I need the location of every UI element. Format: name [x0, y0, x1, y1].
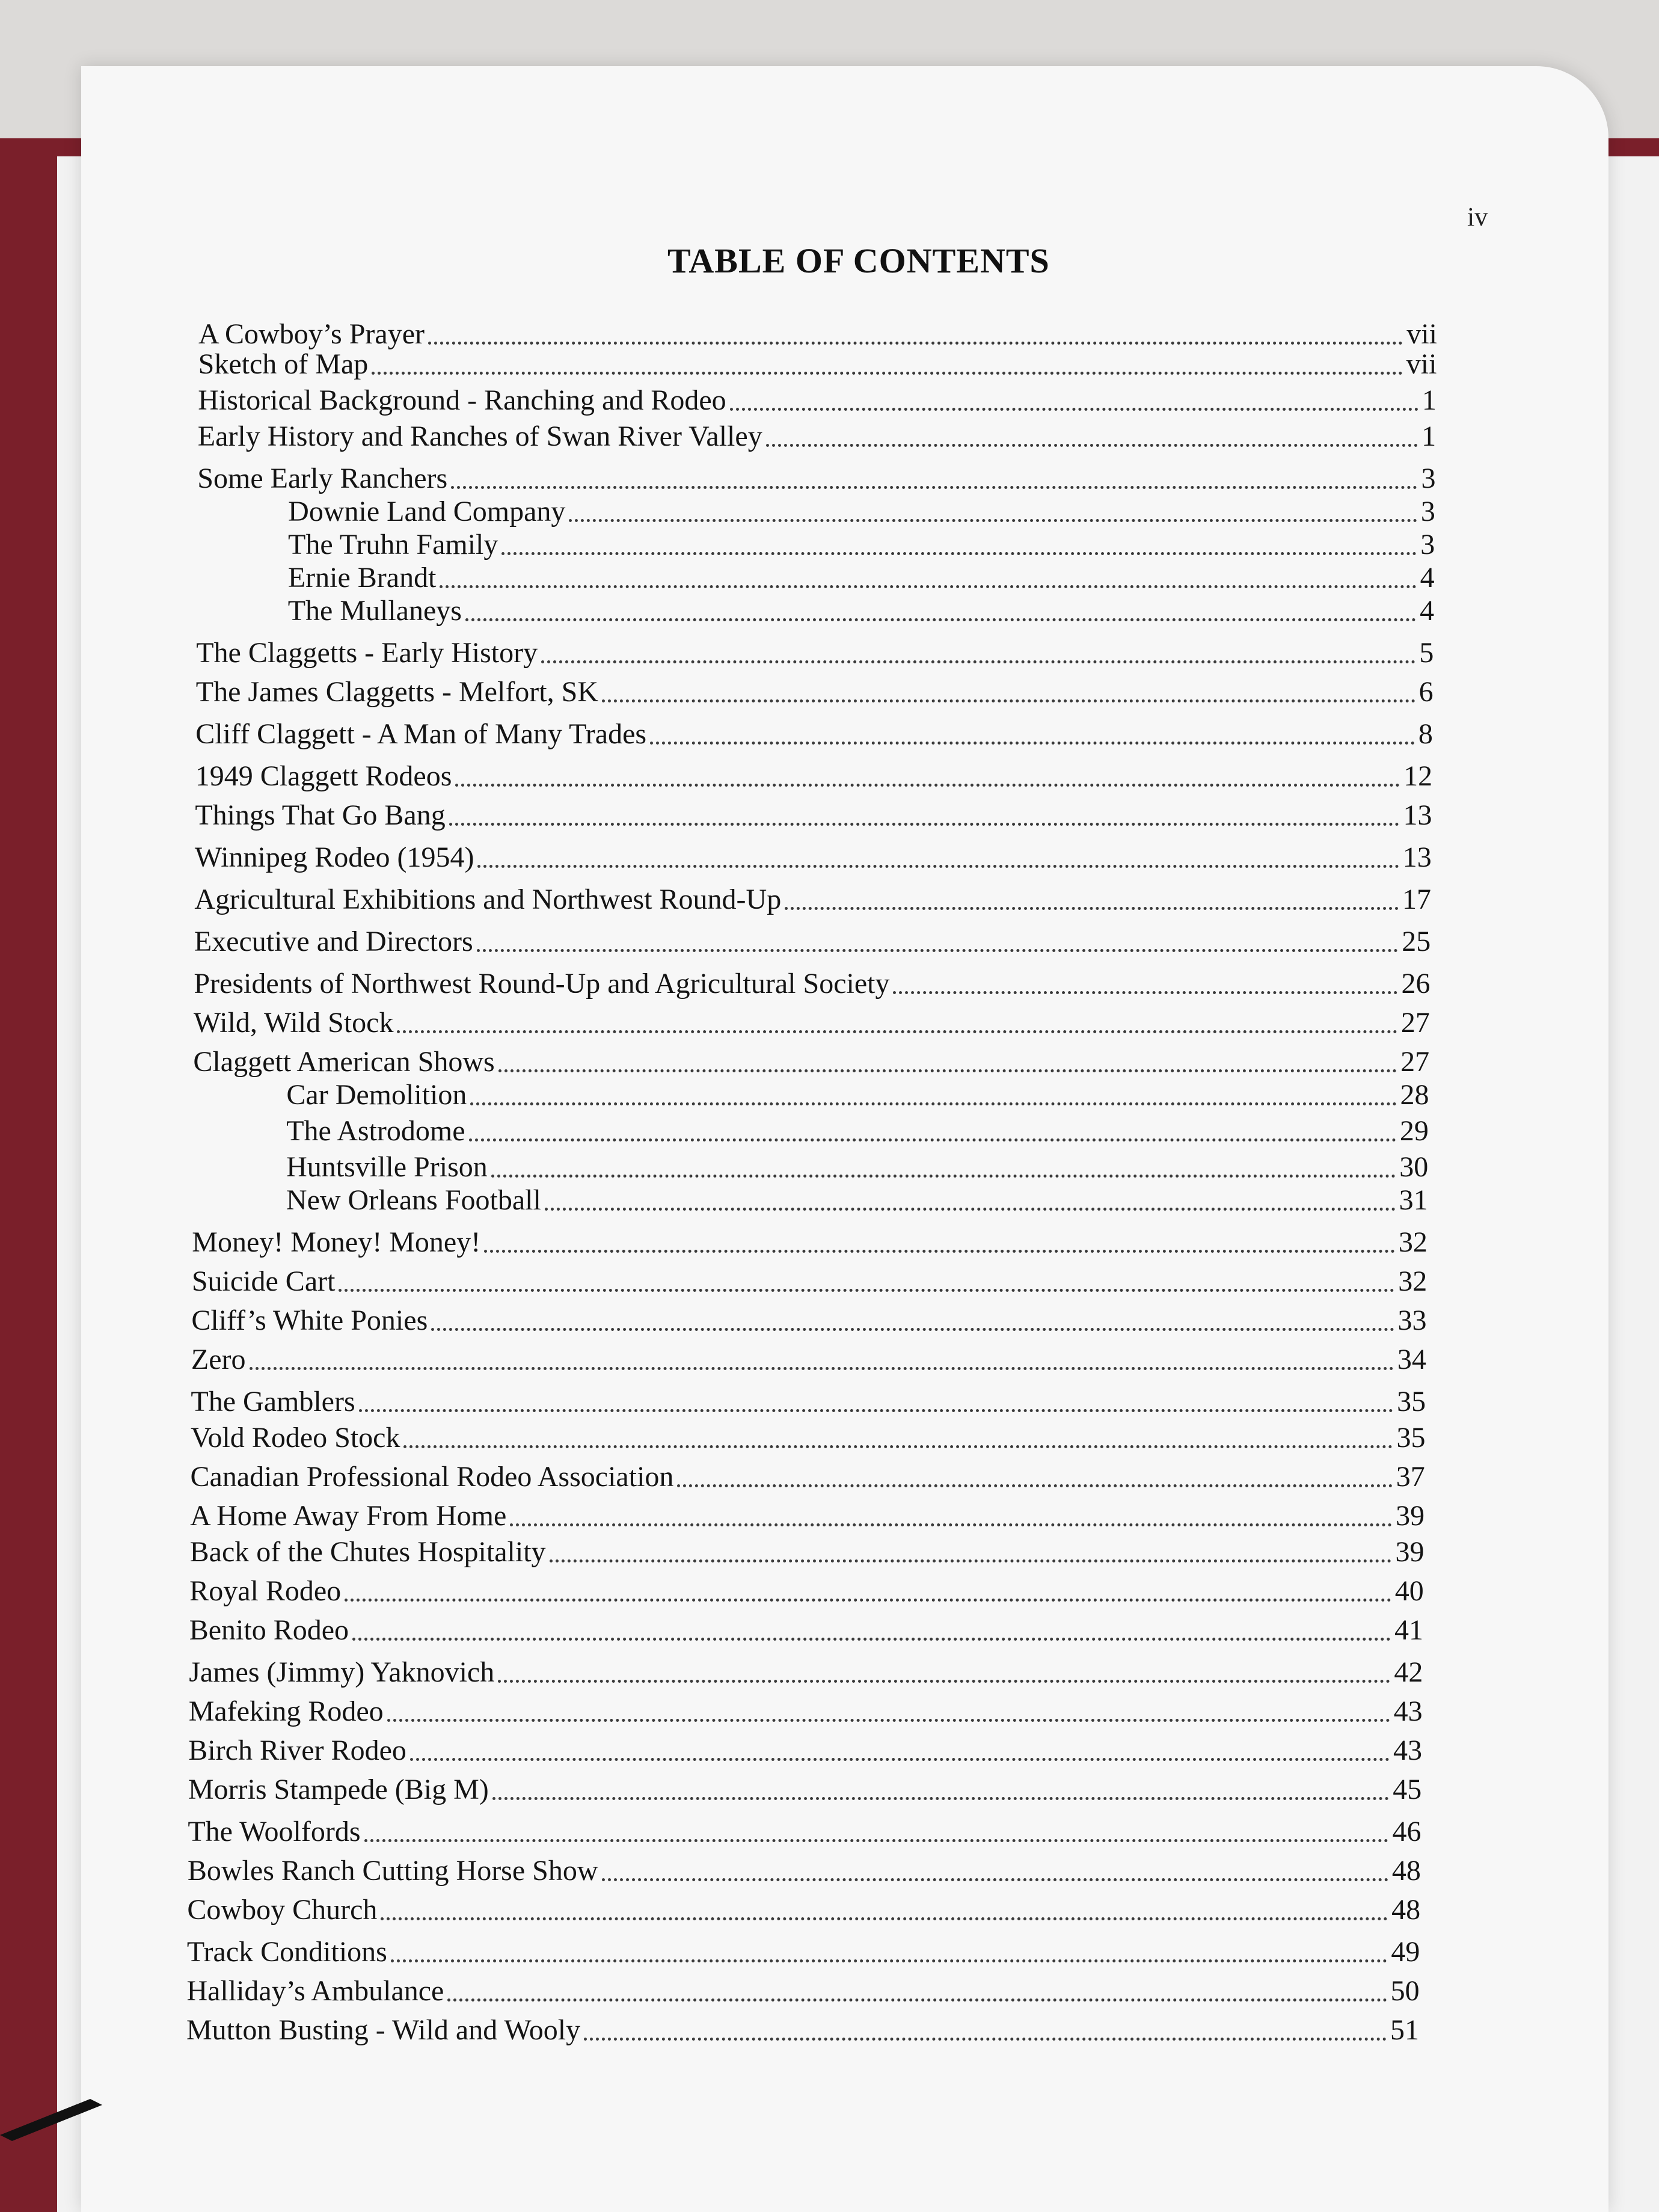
- toc-entry-title: Zero: [191, 1344, 246, 1375]
- toc-entry: [195, 794, 1432, 830]
- toc-entry: [189, 1690, 1423, 1726]
- dot-leader: [397, 1030, 1397, 1033]
- toc-entry-page: 3: [1420, 496, 1435, 527]
- toc-entry-page: 1: [1421, 384, 1437, 416]
- toc-entry-title: Suicide Cart: [191, 1265, 336, 1297]
- dot-leader: [498, 1680, 1390, 1683]
- dot-leader: [484, 1250, 1395, 1253]
- toc-entry-page: 50: [1390, 1975, 1420, 2007]
- toc-entry: [188, 1849, 1421, 1885]
- toc-entry: [189, 1570, 1424, 1606]
- toc-entry: [196, 671, 1434, 707]
- dot-leader: [387, 1719, 1390, 1722]
- toc-entry-page: 4: [1420, 562, 1435, 594]
- toc-entry-title: Agricultural Exhibitions and Northwest Round-Up: [194, 883, 782, 915]
- toc-entry-page: 35: [1396, 1422, 1426, 1454]
- toc-entry-page: 5: [1419, 637, 1434, 669]
- toc-entry-page: 40: [1394, 1575, 1424, 1607]
- toc-entry-title: Huntsville Prison: [286, 1151, 488, 1183]
- toc-entry-page: 49: [1391, 1936, 1420, 1968]
- toc-entry: [191, 1338, 1426, 1374]
- toc-entry-page: 33: [1397, 1304, 1427, 1336]
- toc-entry: [198, 379, 1437, 415]
- dot-leader: [455, 784, 1400, 787]
- toc-entry-title: The James Claggetts - Melfort, SK: [195, 676, 598, 708]
- toc-entry-title: Presidents of Northwest Round-Up and Agricultural Society: [194, 968, 890, 1000]
- toc-entry: [196, 631, 1434, 668]
- toc-entry-title: The Woolfords: [188, 1816, 361, 1848]
- toc-entry-title: Mutton Busting - Wild and Wooly: [186, 2014, 581, 2046]
- toc-entry-page: 32: [1398, 1226, 1427, 1258]
- dot-leader: [391, 1959, 1388, 1962]
- toc-entry-page: 3: [1420, 529, 1435, 561]
- toc-entry: [191, 1380, 1426, 1416]
- toc-entry: [286, 1179, 1428, 1215]
- dot-leader: [650, 742, 1415, 745]
- dot-leader: [730, 408, 1418, 411]
- dot-leader: [541, 660, 1415, 663]
- toc-entry-title: 1949 Claggett Rodeos: [195, 760, 452, 792]
- toc-entry-page: 28: [1400, 1079, 1429, 1111]
- toc-entry: [286, 1110, 1429, 1146]
- toc-entry-title: Track Conditions: [186, 1936, 387, 1968]
- dot-leader: [785, 907, 1399, 910]
- dot-leader: [893, 991, 1397, 994]
- dot-leader: [339, 1289, 1394, 1292]
- toc-entry-page: 1: [1421, 420, 1437, 452]
- toc-entry-title: Executive and Directors: [194, 926, 473, 957]
- dot-leader: [410, 1758, 1390, 1761]
- dot-leader: [470, 1102, 1396, 1105]
- toc-entry-title: Cowboy Church: [187, 1894, 378, 1926]
- toc-entry: [288, 523, 1435, 559]
- toc-entry: [188, 1768, 1421, 1804]
- toc-entry: [194, 962, 1430, 998]
- toc-entry-page: 39: [1395, 1536, 1424, 1568]
- toc-entry-title: The Truhn Family: [288, 529, 498, 561]
- toc-entry-page: 45: [1393, 1774, 1422, 1805]
- toc-entry: [187, 1931, 1420, 1967]
- toc-entry-title: Benito Rodeo: [189, 1614, 349, 1646]
- toc-entry-page: 25: [1402, 926, 1431, 957]
- toc-entry: [195, 836, 1432, 872]
- toc-entry-page: 3: [1421, 462, 1436, 494]
- toc-entry-title: Car Demolition: [286, 1079, 467, 1111]
- dot-leader: [359, 1409, 1393, 1412]
- toc-entry-page: 43: [1393, 1695, 1423, 1727]
- toc-entry: [286, 1074, 1429, 1110]
- toc-entry-title: The Gamblers: [191, 1386, 355, 1418]
- dot-leader: [510, 1523, 1392, 1526]
- toc-entry: [288, 490, 1435, 526]
- toc-entry-title: Cliff Claggett - A Man of Many Trades: [195, 718, 647, 750]
- toc-entry: [191, 1416, 1425, 1452]
- dot-leader: [440, 585, 1416, 588]
- dot-leader: [451, 486, 1417, 489]
- dot-leader: [602, 699, 1415, 702]
- toc-entry-title: Vold Rodeo Stock: [190, 1422, 400, 1454]
- toc-entry: [195, 713, 1433, 749]
- dot-leader: [345, 1599, 1391, 1602]
- toc-entry: [191, 1455, 1425, 1492]
- toc-entry-title: A Cowboy’s Prayer: [198, 318, 425, 350]
- toc-entry-title: Things That Go Bang: [195, 799, 446, 831]
- page-number: iv: [1467, 202, 1488, 232]
- toc-entry-page: 4: [1420, 595, 1435, 627]
- toc-entry-title: The Claggetts - Early History: [196, 637, 538, 669]
- toc-entry-title: Bowles Ranch Cutting Horse Show: [187, 1855, 598, 1887]
- toc-entry-title: Wild, Wild Stock: [193, 1007, 394, 1039]
- toc-entry: [194, 1001, 1430, 1037]
- toc-entry-page: 13: [1402, 841, 1432, 873]
- toc-entry-page: 43: [1393, 1734, 1422, 1766]
- dot-leader: [447, 1998, 1387, 2002]
- toc-entry-page: 29: [1399, 1115, 1429, 1147]
- toc-entry-title: New Orleans Football: [286, 1184, 541, 1216]
- toc-entry-title: Back of the Chutes Hospitality: [189, 1536, 546, 1568]
- toc-entry: [189, 1609, 1423, 1645]
- toc-entry: [190, 1531, 1424, 1567]
- toc-entry: [194, 878, 1431, 914]
- toc-entry: [188, 1810, 1421, 1846]
- toc-entry-page: 12: [1403, 760, 1433, 792]
- toc-entry: [286, 1146, 1428, 1182]
- dot-leader: [250, 1367, 1394, 1370]
- dot-leader: [381, 1917, 1388, 1920]
- toc-entry: [288, 556, 1435, 592]
- dot-leader: [477, 865, 1399, 868]
- toc-entry-page: 41: [1394, 1614, 1424, 1646]
- toc-entry-title: Some Early Ranchers: [197, 462, 448, 494]
- toc-entry-page: 48: [1391, 1894, 1421, 1926]
- toc-entry: [190, 1495, 1424, 1531]
- page-title: TABLE OF CONTENTS: [667, 241, 1050, 280]
- dot-leader: [469, 1138, 1396, 1141]
- toc-entry-title: Cliff’s White Ponies: [191, 1304, 428, 1336]
- dot-leader: [491, 1175, 1396, 1178]
- toc-entry-page: 35: [1397, 1386, 1426, 1418]
- toc-entry-page: 32: [1398, 1265, 1427, 1297]
- dot-leader: [545, 1208, 1396, 1211]
- toc-entry-title: Ernie Brandt: [287, 562, 437, 594]
- dot-leader: [602, 1878, 1388, 1881]
- dot-leader: [766, 444, 1418, 447]
- toc-entry-page: 31: [1399, 1184, 1428, 1216]
- toc-entry: [288, 589, 1434, 625]
- toc-entry: [192, 1221, 1427, 1257]
- dot-leader: [584, 2038, 1387, 2041]
- dot-leader: [550, 1559, 1392, 1562]
- dot-leader: [431, 1328, 1394, 1331]
- toc-entry-title: Canadian Professional Rodeo Association: [190, 1461, 674, 1493]
- toc-entry-page: 30: [1399, 1151, 1429, 1183]
- toc-entry: [186, 1970, 1419, 2006]
- toc-entry: [195, 755, 1432, 791]
- toc-entry-page: 27: [1400, 1007, 1430, 1039]
- toc-entry-page: 37: [1396, 1461, 1425, 1493]
- dot-leader: [364, 1839, 1389, 1842]
- dot-leader: [498, 1069, 1397, 1072]
- toc-entry: [198, 415, 1436, 451]
- toc-entry-title: The Astrodome: [286, 1115, 465, 1147]
- toc-entry-page: vii: [1406, 318, 1437, 350]
- toc-entry-page: 26: [1401, 968, 1431, 1000]
- toc-entry: [189, 1651, 1423, 1687]
- toc-entry-page: 51: [1390, 2014, 1419, 2046]
- toc-entry-title: Morris Stampede (Big M): [188, 1774, 489, 1805]
- toc-entry-title: Sketch of Map: [198, 348, 369, 380]
- toc-entry: [197, 457, 1435, 493]
- toc-entry-page: 39: [1396, 1500, 1425, 1532]
- toc-entry-page: 48: [1391, 1855, 1421, 1887]
- toc-entry-title: Historical Background - Ranching and Rodeo: [198, 384, 726, 416]
- toc-entry-title: A Home Away From Home: [190, 1500, 507, 1532]
- toc-entry-page: 46: [1392, 1816, 1421, 1848]
- toc-entry: [193, 1040, 1429, 1077]
- toc-entry-page: 17: [1402, 883, 1431, 915]
- toc-entry-title: Downie Land Company: [288, 496, 566, 527]
- dot-leader: [477, 949, 1399, 952]
- dot-leader: [449, 823, 1400, 826]
- toc-entry: [191, 1299, 1426, 1335]
- toc-entry-page: 34: [1397, 1344, 1426, 1375]
- toc-entry: [186, 2009, 1419, 2045]
- dot-leader: [492, 1797, 1389, 1800]
- toc-entry: [192, 1260, 1427, 1296]
- dot-leader: [465, 618, 1416, 621]
- toc-entry-title: Early History and Ranches of Swan River Valley: [197, 420, 762, 452]
- dot-leader: [677, 1484, 1392, 1487]
- toc-entry: [194, 920, 1431, 956]
- dot-leader: [403, 1445, 1393, 1448]
- toc-entry: [188, 1729, 1422, 1765]
- toc-entry-title: Mafeking Rodeo: [188, 1695, 384, 1727]
- toc-entry-page: 42: [1394, 1656, 1423, 1688]
- dot-leader: [501, 552, 1417, 555]
- toc-entry-page: 6: [1418, 676, 1434, 708]
- dot-leader: [569, 519, 1417, 522]
- toc-entry-title: Winnipeg Rodeo (1954): [194, 841, 474, 873]
- toc-entry: [198, 343, 1437, 379]
- toc-entry-page: vii: [1406, 348, 1437, 380]
- toc-entry-page: 13: [1403, 799, 1432, 831]
- toc-entry-title: Halliday’s Ambulance: [186, 1975, 444, 2007]
- toc-entry-title: Money! Money! Money!: [192, 1226, 481, 1258]
- toc-entry: [187, 1888, 1420, 1925]
- pen-icon: [0, 2093, 108, 2141]
- toc-entry-title: James (Jimmy) Yaknovich: [189, 1656, 495, 1688]
- toc-entry-title: The Mullaneys: [287, 595, 462, 627]
- toc-entry-page: 8: [1418, 718, 1433, 750]
- dot-leader: [372, 372, 1403, 375]
- toc-entry-title: Birch River Rodeo: [188, 1734, 406, 1766]
- dot-leader: [352, 1638, 1391, 1641]
- toc-entry-page: 27: [1400, 1046, 1430, 1078]
- toc-entry-title: Claggett American Shows: [193, 1046, 495, 1078]
- toc-entry-title: Royal Rodeo: [189, 1575, 342, 1607]
